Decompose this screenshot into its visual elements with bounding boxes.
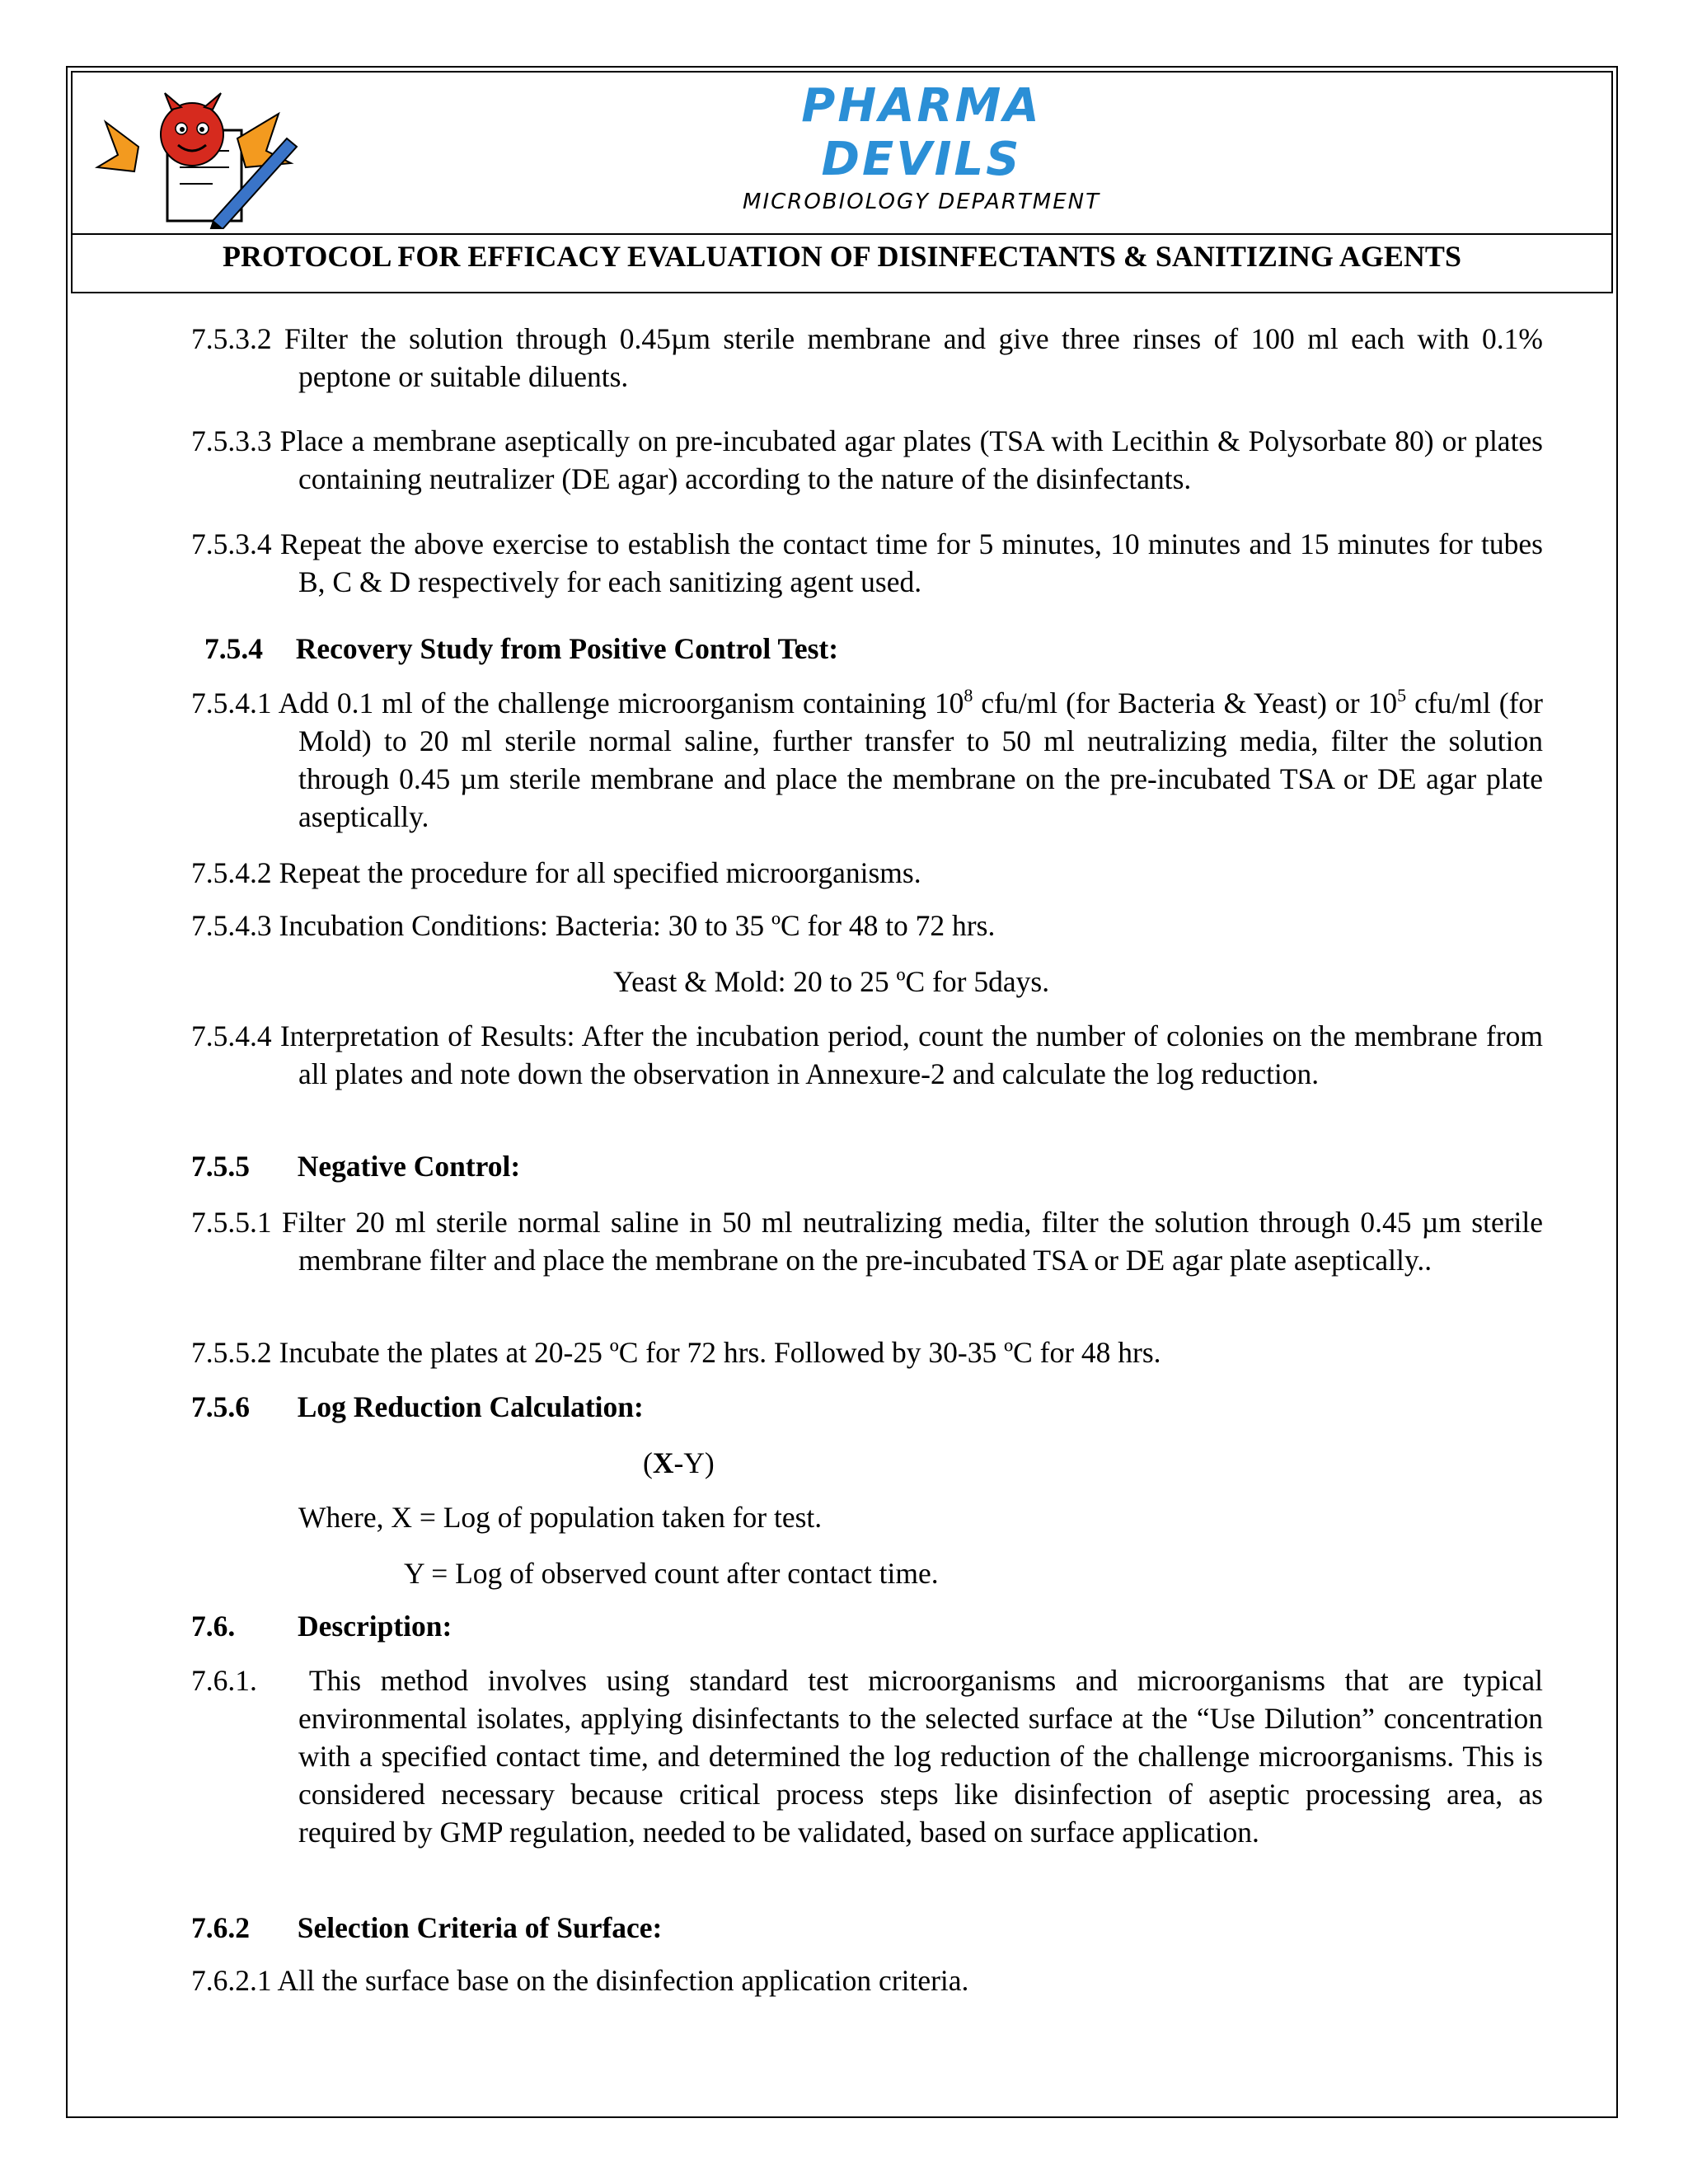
clause-number: 7.5.4.1 [191, 687, 272, 719]
heading-number: 7.6. [191, 1610, 236, 1643]
clause-text: Place a membrane aseptically on pre-incubated agar plates (TSA with Lecithin & Polysorbate 80) or plates containing neutralizer (DE agar) according to the nature of the disinfectants. [279, 424, 1544, 495]
clause-text-part1: Add 0.1 ml of the challenge microorganism containing 10 [278, 687, 964, 719]
log-reduction-formula [643, 1444, 973, 1482]
clause-number: 7.5.4.2 [191, 856, 272, 889]
heading-text: Recovery Study from Positive Control Test: [295, 632, 839, 665]
formula-where-x [298, 1498, 1452, 1536]
heading-text: Negative Control: [297, 1150, 521, 1183]
clause-7-6-2-1 [191, 1961, 1543, 1999]
brand-name: PHARMA DEVILS [801, 79, 1042, 186]
clause-number: 7.5.5.1 [191, 1206, 272, 1239]
formula-where-y [404, 1554, 1475, 1592]
clause-7-5-4-3 [191, 907, 1543, 944]
clause-text: Interpretation of Results: After the incubation period, count the number of colonies on the membrane from all plates and note down the observation in Annexure-2 and calculate the log reduction. [279, 1019, 1543, 1090]
department-name: MICROBIOLOGY DEPARTMENT [743, 190, 1100, 214]
clause-text: Filter the solution through 0.45µm sterile membrane and give three rinses of 100 ml each with 0.1% peptone or suitable diluents. [284, 322, 1543, 393]
clause-7-5-5-1 [191, 1203, 1543, 1279]
clause-number: 7.5.4.4 [191, 1019, 272, 1052]
clause-text-part3: cfu/ml (for Mold) to 20 ml sterile normal saline, further transfer to 50 ml neutralizing media, filter the solution through 0.45 µm sterile membrane and place the membrane on the pre-incubated TSA or DE agar plate aseptically. [298, 687, 1543, 833]
clause-7-5-3-2 [191, 320, 1543, 396]
heading-number: 7.6.2 [191, 1911, 250, 1944]
clause-7-5-4-1 [191, 684, 1543, 836]
heading-7-6-2 [191, 1909, 1510, 1947]
formula-paren: ( [643, 1446, 653, 1479]
header-divider [73, 233, 1611, 235]
clause-text: Repeat the above exercise to establish the contact time for 5 minutes, 10 minutes and 15 minutes for tubes B, C & D respectively for each sanitizing agent used. [279, 527, 1543, 598]
clause-text: This method involves using standard test microorganisms and microorganisms that are typical environmental isolates, applying disinfectants to the selected surface at the “Use Dilution” concentration with a specified contact time, and determined the log reduction of the challenge microorganisms. This is considered necessary because critical process steps like disinfection of aseptic processing area, as required by GMP regulation, needed to be validated, based on surface application. [298, 1664, 1543, 1849]
heading-text: Selection Criteria of Surface: [297, 1911, 663, 1944]
clause-text: Incubate the plates at 20-25 ºC for 72 hrs. Followed by 30-35 ºC for 48 hrs. [279, 1336, 1161, 1369]
clause-7-6-1 [191, 1661, 1543, 1851]
clause-text: Yeast & Mold: 20 to 25 ºC for 5days. [613, 965, 1050, 998]
pharma-devils-logo-icon [89, 89, 320, 229]
formula-rest: -Y) [673, 1446, 715, 1479]
clause-text: Filter 20 ml sterile normal saline in 50 ml neutralizing media, filter the solution through 0.45 µm sterile membrane filter and place the membrane on the pre-incubated TSA or DE agar plate aseptically.. [282, 1206, 1544, 1277]
heading-number: 7.5.4 [204, 632, 263, 665]
clause-7-5-3-4 [191, 525, 1543, 601]
clause-7-5-4-2 [191, 854, 1543, 892]
brand-block [715, 79, 1128, 214]
where-x-text: Where, X = Log of population taken for test. [298, 1501, 823, 1534]
clause-number: 7.5.5.2 [191, 1336, 272, 1369]
clause-number: 7.5.3.4 [191, 527, 272, 560]
heading-7-6 [191, 1607, 1510, 1645]
clause-text: Incubation Conditions: Bacteria: 30 to 35 ºC for 48 to 72 hrs. [279, 909, 996, 942]
clause-number: 7.5.3.2 [191, 322, 272, 355]
clause-text: All the surface base on the disinfection application criteria. [277, 1964, 969, 1997]
heading-text: Description: [298, 1610, 452, 1643]
formula-x: X [652, 1446, 674, 1479]
clause-number: 7.5.3.3 [191, 424, 272, 457]
document-title: PROTOCOL FOR EFFICACY EVALUATION OF DISINFECTANTS & SANITIZING AGENTS [223, 240, 1461, 273]
where-y-text: Y = Log of observed count after contact time. [404, 1557, 939, 1590]
clause-7-5-4-3-continued [613, 963, 1355, 1001]
heading-7-5-6 [191, 1388, 1510, 1426]
clause-number: 7.6.2.1 [191, 1964, 272, 1997]
clause-text-part2: cfu/ml (for Bacteria & Yeast) or 10 [973, 687, 1398, 719]
heading-7-5-4 [204, 630, 1523, 668]
heading-number: 7.5.5 [191, 1150, 250, 1183]
clause-7-5-5-2 [191, 1333, 1543, 1371]
clause-text: Repeat the procedure for all specified microorganisms. [279, 856, 921, 889]
heading-text: Log Reduction Calculation: [297, 1390, 644, 1423]
exponent: 5 [1397, 685, 1407, 705]
heading-7-5-5 [191, 1147, 1510, 1185]
exponent: 8 [964, 685, 973, 705]
clause-7-5-3-3 [191, 422, 1543, 498]
clause-7-5-4-4 [191, 1017, 1543, 1093]
clause-number: 7.6.1. [191, 1664, 257, 1697]
clause-number: 7.5.4.3 [191, 909, 272, 942]
heading-number: 7.5.6 [191, 1390, 250, 1423]
document-header [71, 71, 1613, 293]
